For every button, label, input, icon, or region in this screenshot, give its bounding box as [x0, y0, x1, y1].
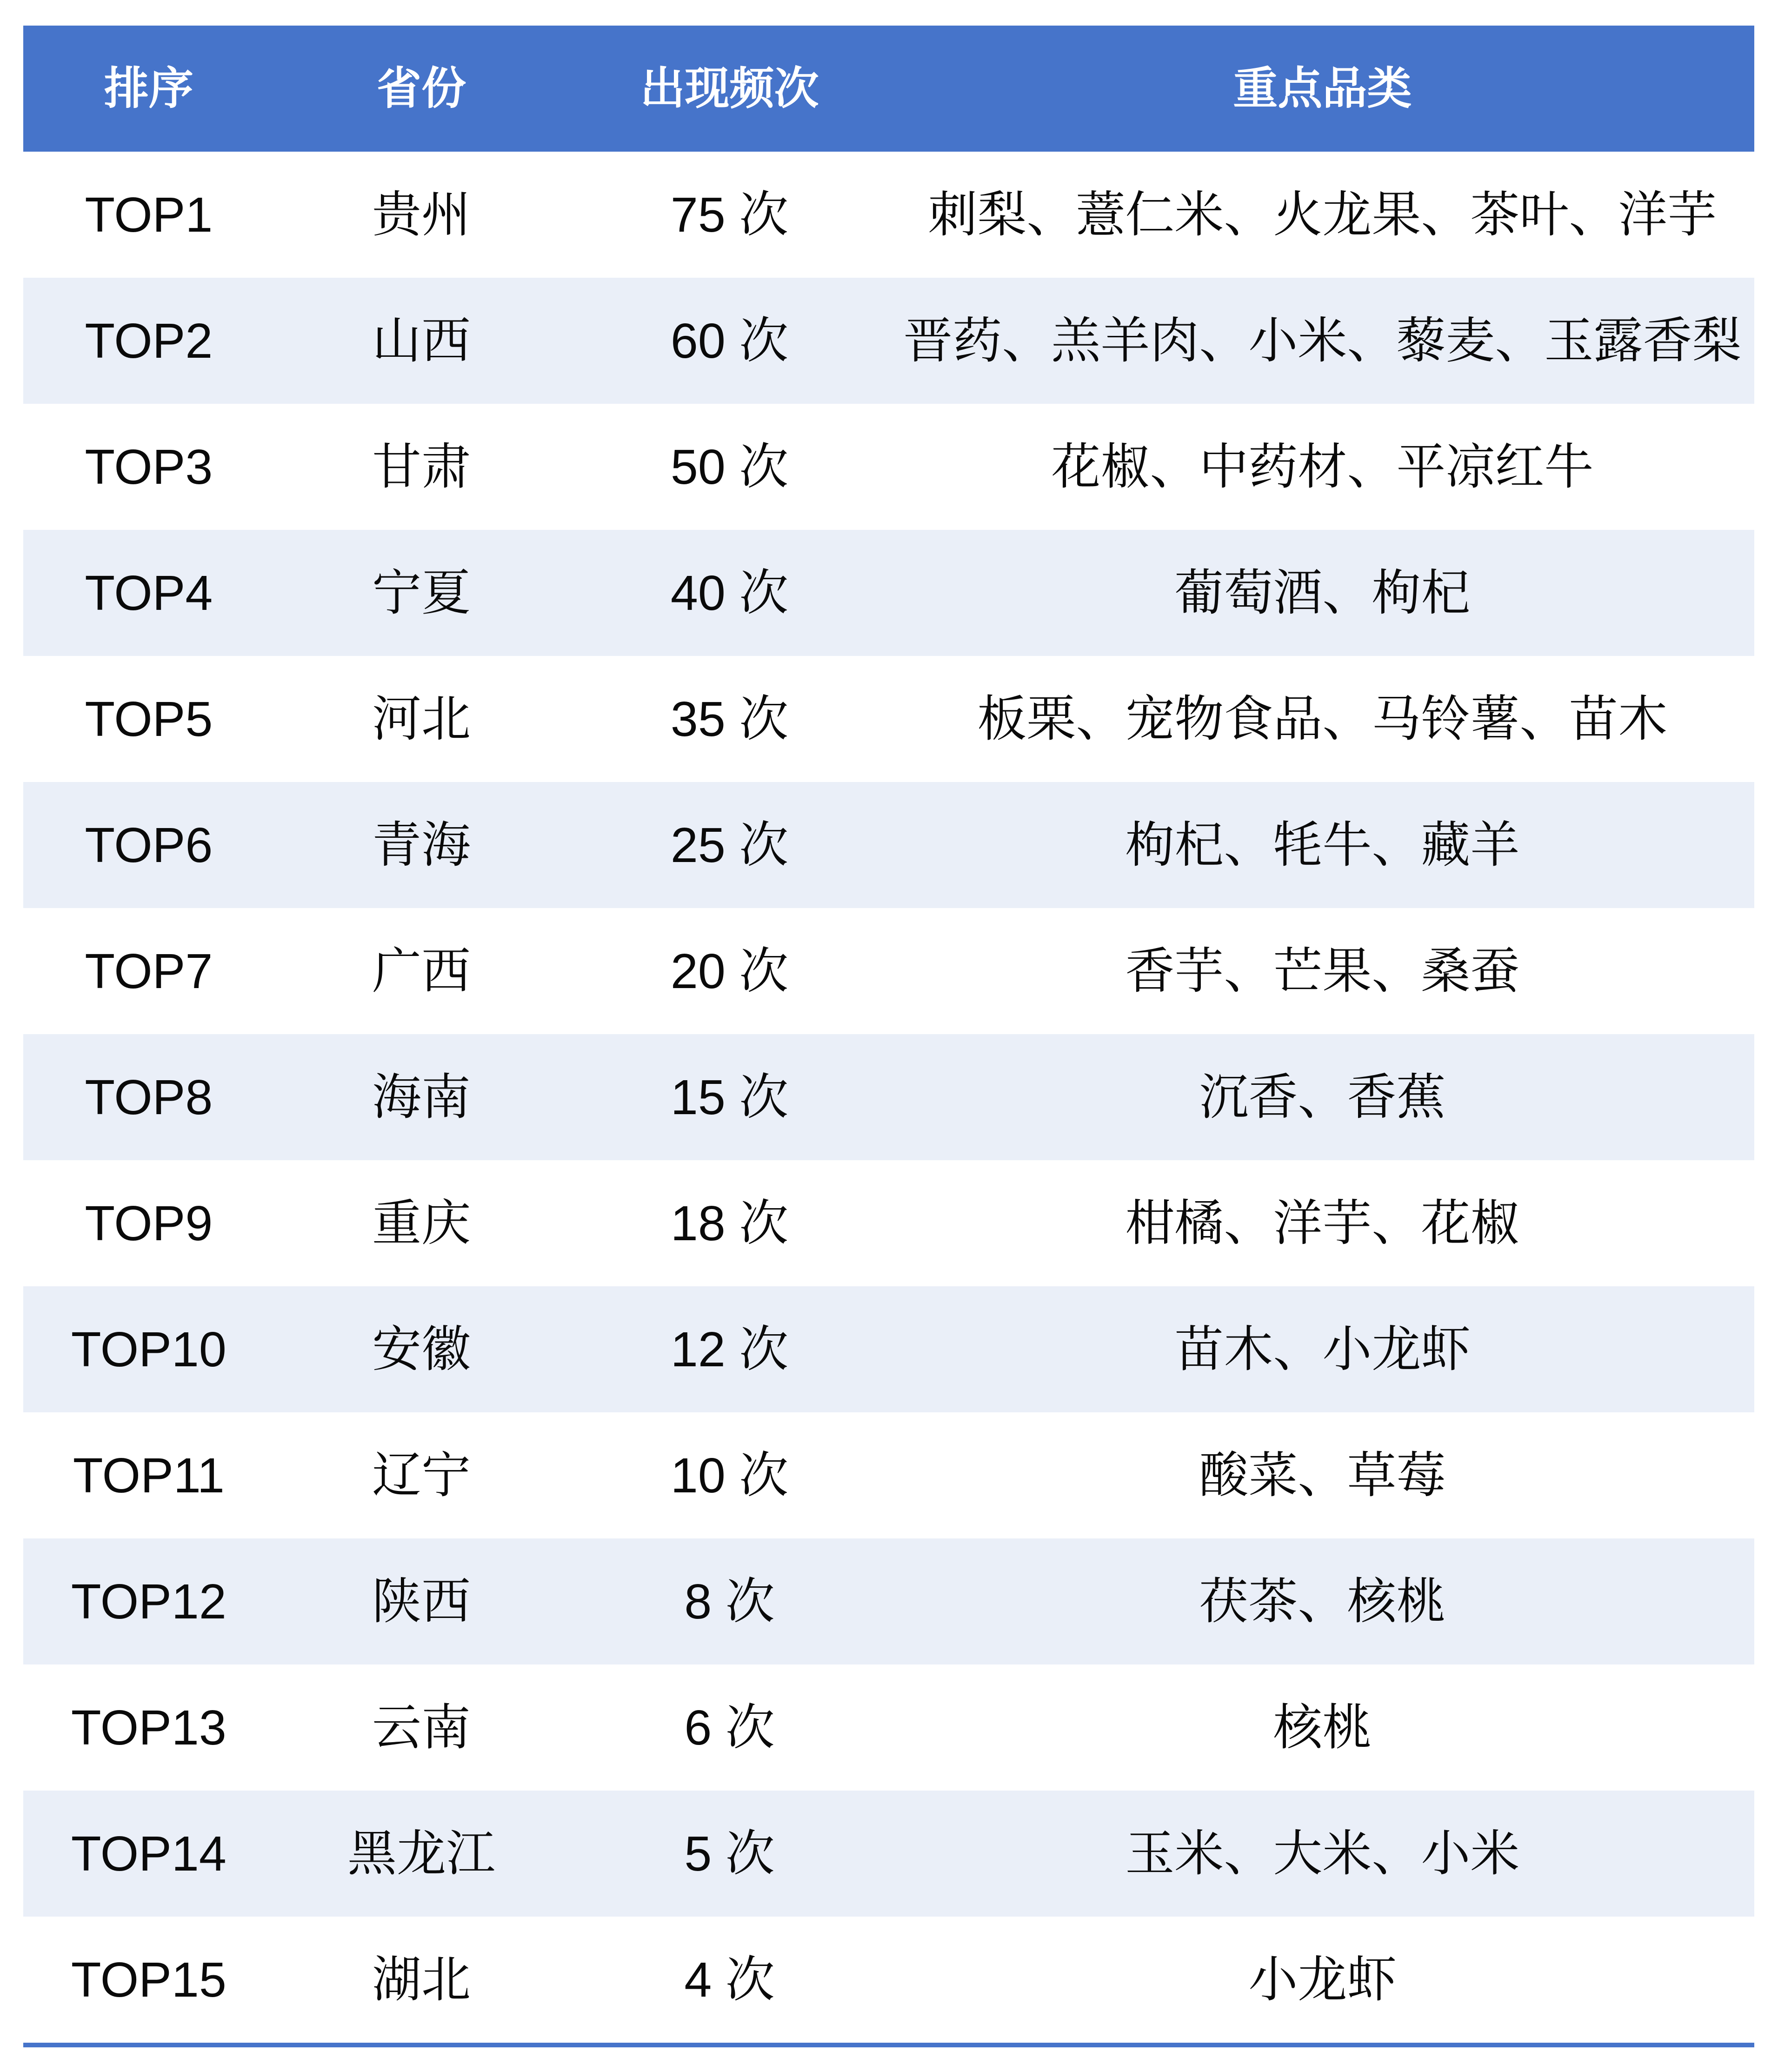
cell-rank: TOP12 — [71, 1574, 226, 1629]
table-row — [23, 530, 1754, 656]
cell-categories: 小龙虾 — [1248, 1952, 1397, 2007]
cell-categories: 刺梨、薏仁米、火龙果、茶叶、洋芋 — [928, 187, 1717, 242]
cell-rank: TOP14 — [71, 1826, 226, 1881]
table-row — [23, 656, 1754, 782]
cell-rank: TOP2 — [85, 313, 213, 368]
cell-categories: 柑橘、洋芋、花椒 — [1125, 1196, 1520, 1251]
header-cell-province: 省份 — [377, 63, 466, 114]
cell-rank: TOP3 — [85, 439, 213, 495]
cell-categories: 酸菜、草莓 — [1199, 1448, 1446, 1503]
table-row — [23, 152, 1754, 278]
cell-province: 湖北 — [372, 1952, 471, 2007]
cell-categories: 苗木、小龙虾 — [1174, 1322, 1471, 1377]
cell-rank: TOP7 — [85, 943, 213, 999]
cell-rank: TOP5 — [85, 691, 213, 747]
table-row — [23, 782, 1754, 908]
cell-rank: TOP1 — [85, 187, 213, 242]
table-row — [23, 1791, 1754, 1917]
table-row — [23, 404, 1754, 530]
cell-province: 宁夏 — [372, 565, 471, 621]
cell-categories: 板栗、宠物食品、马铃薯、苗木 — [977, 691, 1668, 747]
header-cell-rank: 排序 — [104, 63, 193, 114]
cell-frequency: 12 次 — [670, 1322, 789, 1377]
table-row — [23, 1664, 1754, 1791]
cell-frequency: 60 次 — [670, 313, 789, 368]
cell-frequency: 8 次 — [684, 1574, 775, 1629]
cell-province: 青海 — [372, 817, 471, 873]
cell-categories: 香芋、芒果、桑蚕 — [1125, 943, 1520, 999]
cell-rank: TOP9 — [85, 1196, 213, 1251]
cell-rank: TOP13 — [71, 1700, 226, 1755]
cell-province: 广西 — [372, 943, 471, 999]
cell-province: 山西 — [372, 313, 471, 368]
cell-province: 云南 — [372, 1700, 471, 1755]
cell-rank: TOP4 — [85, 565, 213, 621]
cell-frequency: 50 次 — [670, 439, 789, 495]
cell-rank: TOP8 — [85, 1069, 213, 1125]
cell-frequency: 20 次 — [670, 943, 789, 999]
cell-frequency: 40 次 — [670, 565, 789, 621]
cell-frequency: 10 次 — [670, 1448, 789, 1503]
cell-categories: 沉香、香蕉 — [1199, 1069, 1446, 1125]
cell-frequency: 6 次 — [684, 1700, 775, 1755]
cell-categories: 枸杞、牦牛、藏羊 — [1125, 817, 1520, 873]
cell-rank: TOP15 — [71, 1952, 226, 2007]
cell-categories: 玉米、大米、小米 — [1125, 1826, 1520, 1881]
table-row — [23, 278, 1754, 404]
cell-rank: TOP6 — [85, 817, 213, 873]
cell-rank: TOP10 — [71, 1322, 226, 1377]
table-row — [23, 908, 1754, 1034]
table-row — [23, 1412, 1754, 1538]
cell-province: 辽宁 — [372, 1448, 471, 1503]
cell-province: 重庆 — [372, 1196, 471, 1251]
cell-frequency: 25 次 — [670, 817, 789, 873]
header-cell-frequency: 出现频次 — [640, 63, 819, 114]
cell-categories: 晋药、羔羊肉、小米、藜麦、玉露香梨 — [903, 313, 1742, 368]
cell-province: 黑龙江 — [347, 1826, 496, 1881]
cell-categories: 葡萄酒、枸杞 — [1174, 565, 1471, 621]
table-row — [23, 1917, 1754, 2043]
cell-frequency: 18 次 — [670, 1196, 789, 1251]
province-ranking-table — [23, 26, 1754, 2047]
cell-categories: 花椒、中药材、平凉红牛 — [1051, 439, 1594, 495]
cell-frequency: 5 次 — [684, 1826, 775, 1881]
table-row — [23, 1034, 1754, 1160]
cell-province: 海南 — [372, 1069, 471, 1125]
cell-province: 河北 — [372, 691, 471, 747]
table-row — [23, 1286, 1754, 1412]
cell-categories: 茯茶、核桃 — [1199, 1574, 1446, 1629]
cell-province: 陕西 — [372, 1574, 471, 1629]
cell-frequency: 75 次 — [670, 187, 789, 242]
cell-frequency: 35 次 — [670, 691, 789, 747]
cell-province: 贵州 — [372, 187, 471, 242]
cell-frequency: 4 次 — [684, 1952, 775, 2007]
cell-province: 甘肃 — [372, 439, 471, 495]
table-row — [23, 1160, 1754, 1286]
cell-rank: TOP11 — [73, 1448, 225, 1503]
table-body — [23, 152, 1754, 2043]
cell-frequency: 15 次 — [670, 1069, 789, 1125]
table-row — [23, 1538, 1754, 1664]
table-header-row — [23, 26, 1754, 152]
cell-categories: 核桃 — [1273, 1700, 1372, 1755]
table-bottom-border — [23, 2043, 1754, 2047]
header-cell-categories: 重点品类 — [1233, 63, 1412, 114]
cell-province: 安徽 — [372, 1322, 471, 1377]
